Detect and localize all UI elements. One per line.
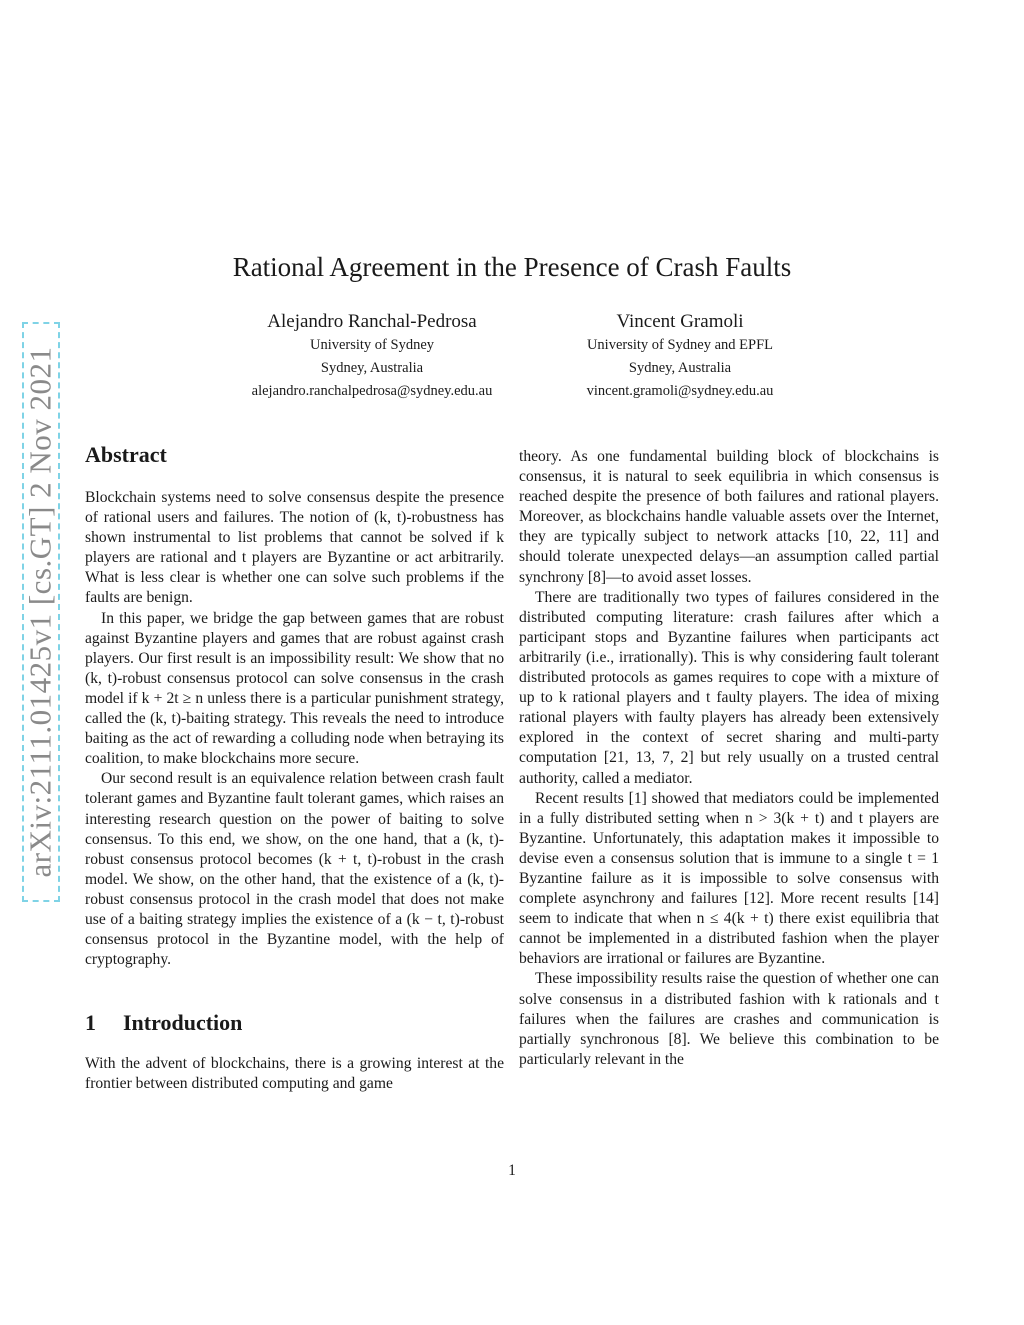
- introduction-heading: [85, 1008, 504, 1038]
- abstract-heading: Abstract: [85, 442, 167, 467]
- body-paragraph: There are traditionally two types of failures considered in the distributed computing literature: crash failures after which a participant stops and Byzantine failures when participants act arbitrarily (i.e., irrationally). This is why considering fault tolerant distributed protocols as games requires to cope with a mixture of up to k rational players and t faulty players. The idea of mixing rational players with faulty players has already been extensively explored in the context of secret sharing and multi-party computation [21, 13, 7, 2] but rely usually on a trusted central authority, called a mediator.: [519, 588, 939, 787]
- page-number: 1: [508, 1162, 516, 1179]
- abstract-paragraph: In this paper, we bridge the gap between games that are robust against Byzantine players and games that are robust against crash players. Our first result is an impossibility result: We show that no (k, t)-robust consensus protocol can solve consensus in the crash model if k + 2t ≥ n unless there is a particular punishment strategy, called the (k, t)-baiting strategy. This reveals the need to introduce baiting as the act of rewarding a colluding node when betraying its coalition, to make blockchains more secure.: [85, 609, 504, 768]
- author-location: Sydney, Australia: [320, 360, 424, 376]
- author-email: vincent.gramoli@sydney.edu.au: [586, 383, 774, 399]
- author-name: Alejandro Ranchal-Pedrosa: [267, 311, 477, 332]
- section-title: Introduction: [123, 1010, 243, 1036]
- author-affiliation: University of Sydney and EPFL: [586, 337, 774, 353]
- author-name: Vincent Gramoli: [616, 311, 744, 332]
- abstract-paragraph: Blockchain systems need to solve consensus despite the presence of rational users and failures. The notion of (k, t)-robustness has shown instrumental to list problems that cannot be solved if k players are rational and t players are Byzantine or act arbitrarily. What is less clear is whether one can solve such problems if the faults are benign.: [85, 489, 504, 607]
- left-column: [85, 440, 504, 1094]
- author-email: alejandro.ranchalpedrosa@sydney.edu.au: [251, 383, 493, 399]
- paper-title: Rational Agreement in the Presence of Crash Faults: [232, 252, 792, 282]
- abstract-paragraph: Our second result is an equivalence relation between crash fault tolerant games and Byzantine fault tolerant games, which raises an interesting research question on the power of baiting to solve consensus. To this end, we show, on the one hand, that a (k, t)-robust consensus protocol becomes (k + t, t)-robust in the crash model. We show, on the other hand, that the existence of a (k, t)-robust consensus protocol in the crash model that does not make use of a baiting strategy implies the existence of a (k − t, t)-robust consensus protocol in the Byzantine model, with the help of cryptography.: [85, 770, 504, 969]
- section-number: 1: [85, 1010, 96, 1036]
- author-block-2: [540, 310, 820, 403]
- arxiv-stamp: [22, 322, 60, 902]
- arxiv-stamp-text: arXiv:2111.01425v1 [cs.GT] 2 Nov 2021: [23, 346, 59, 878]
- right-column: [519, 447, 939, 1070]
- body-paragraph: With the advent of blockchains, there is a growing interest at the frontier between distributed computing and game: [85, 1055, 504, 1093]
- author-affiliation: University of Sydney: [309, 337, 435, 353]
- body-paragraph: theory. As one fundamental building block of blockchains is consensus, it is natural to seek equilibria in which consensus is reached despite the presence of both failures and rational players. Moreover, as blockchains handle valuable assets over the Internet, they are typically subject to network attacks [10, 22, 11] and should tolerate unexpected delays—an assumption called partial synchrony [8]—to avoid asset losses.: [519, 448, 939, 586]
- body-paragraph: Recent results [1] showed that mediators could be implemented in a fully distributed setting when n > 3(k + t) and t players are Byzantine. Unfortunately, this adaptation makes it impossible to devise even a consensus solution that is immune to a single t = 1 Byzantine failure as it is impossible to solve consensus with complete asynchrony and failures [12]. More recent results [14] seem to indicate that when n ≤ 4(k + t) there exist equilibria that cannot be implemented in a distributed fashion when the player behaviors are irrational or failures are Byzantine.: [519, 789, 939, 968]
- body-paragraph: These impossibility results raise the question of whether one can solve consensus in a distributed fashion with k rationals and t failures when the failures are crashes and communication is partially synchronous [8]. We believe this combination to be particularly relevant in the: [519, 970, 939, 1068]
- author-block-1: [222, 310, 522, 403]
- author-location: Sydney, Australia: [628, 360, 732, 376]
